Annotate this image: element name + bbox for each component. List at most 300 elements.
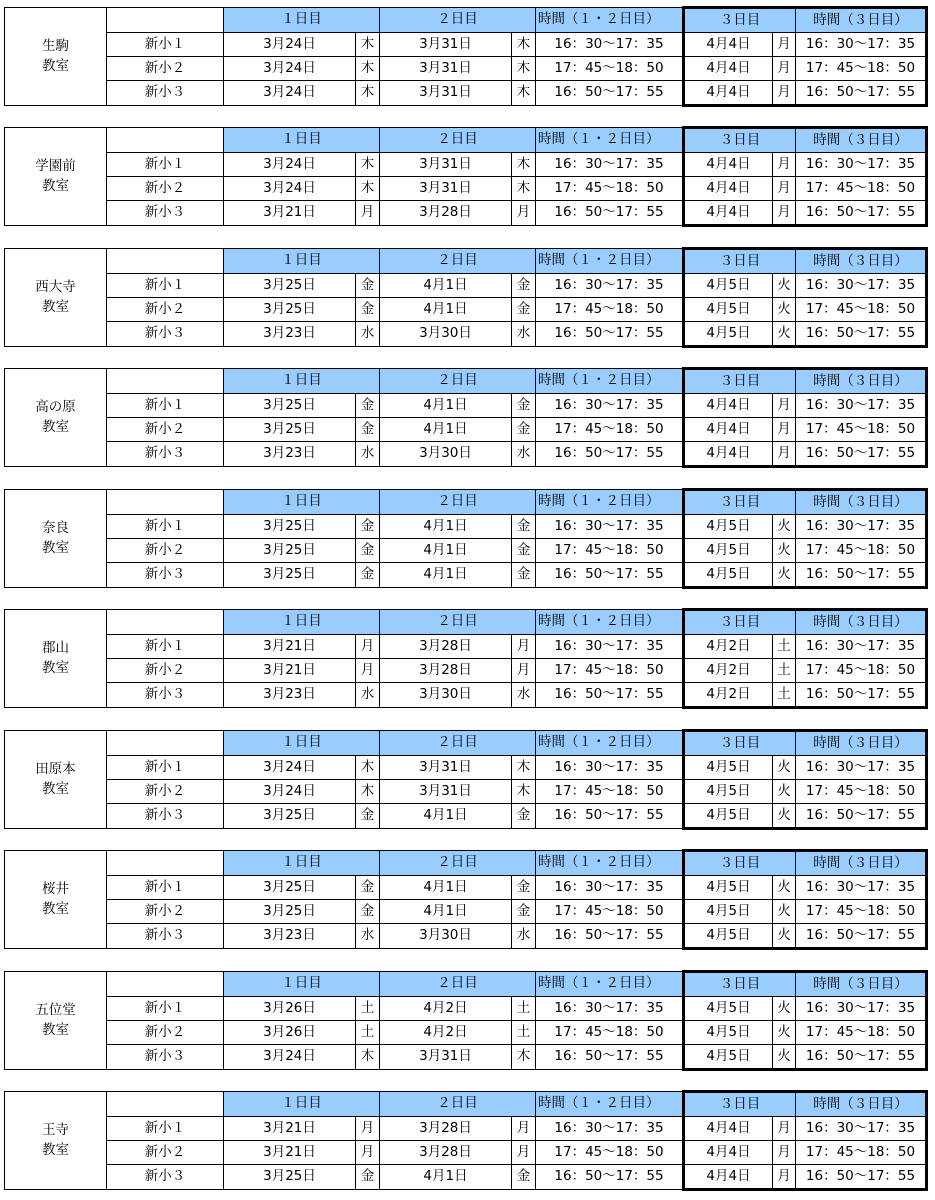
time12-cell: 16：30〜17：35 (536, 515, 684, 539)
time12-cell: 17：45〜18：50 (536, 177, 684, 201)
day2-date-cell: 3月31日 (380, 780, 512, 804)
day3-weekday-cell: 月 (773, 1117, 796, 1141)
classroom-name: 奈良 教室 (5, 490, 107, 588)
day1-date-cell: 3月25日 (224, 1165, 356, 1190)
day1-header: １日目 (224, 731, 380, 756)
day1-weekday-cell: 月 (356, 201, 380, 226)
day1-date-cell: 3月25日 (224, 563, 356, 588)
day3-date-cell: 4月5日 (684, 515, 773, 539)
day3-weekday-cell: 火 (773, 1045, 796, 1070)
day3-date-cell: 4月5日 (684, 563, 773, 588)
day3-weekday-cell: 火 (773, 1021, 796, 1045)
day3-date-cell: 4月5日 (684, 997, 773, 1021)
table-row (5, 515, 927, 539)
time12-cell: 17：45〜18：50 (536, 900, 684, 924)
day2-weekday-cell: 木 (512, 780, 536, 804)
table-row (5, 442, 927, 467)
day2-weekday-cell: 金 (512, 298, 536, 322)
time3-header: 時間（３日目） (796, 249, 927, 274)
day1-date-cell: 3月21日 (224, 1141, 356, 1165)
day1-weekday-cell: 木 (356, 1045, 380, 1070)
day2-weekday-cell: 木 (512, 153, 536, 177)
day1-weekday-cell: 金 (356, 298, 380, 322)
day1-weekday-cell: 水 (356, 322, 380, 347)
day1-weekday-cell: 金 (356, 418, 380, 442)
day3-weekday-cell: 月 (773, 153, 796, 177)
day1-date-cell: 3月21日 (224, 1117, 356, 1141)
table-row (5, 177, 927, 201)
table-row (5, 756, 927, 780)
day1-header: １日目 (224, 851, 380, 876)
day1-date-cell: 3月26日 (224, 1021, 356, 1045)
grade-cell: 新小２ (107, 57, 224, 81)
day2-date-cell: 3月31日 (380, 177, 512, 201)
time3-cell: 16：30〜17：35 (796, 1117, 927, 1141)
day3-weekday-cell: 月 (773, 442, 796, 467)
day3-header: ３日目 (684, 128, 796, 153)
day2-weekday-cell: 水 (512, 924, 536, 949)
grade-cell: 新小２ (107, 900, 224, 924)
time12-header: 時間（１・２日目） (536, 610, 684, 635)
grade-cell: 新小１ (107, 33, 224, 57)
day2-weekday-cell: 金 (512, 1165, 536, 1190)
day1-date-cell: 3月24日 (224, 81, 356, 106)
day3-date-cell: 4月4日 (684, 1165, 773, 1190)
day1-weekday-cell: 水 (356, 442, 380, 467)
day3-weekday-cell: 月 (773, 33, 796, 57)
day3-date-cell: 4月5日 (684, 756, 773, 780)
time12-header: 時間（１・２日目） (536, 972, 684, 997)
day3-date-cell: 4月5日 (684, 1045, 773, 1070)
table-row (5, 322, 927, 347)
day2-date-cell: 4月1日 (380, 298, 512, 322)
day1-weekday-cell: 月 (356, 1141, 380, 1165)
table-row (5, 57, 927, 81)
day1-date-cell: 3月25日 (224, 298, 356, 322)
day1-date-cell: 3月25日 (224, 900, 356, 924)
time3-cell: 16：30〜17：35 (796, 997, 927, 1021)
day3-date-cell: 4月4日 (684, 57, 773, 81)
day2-weekday-cell: 水 (512, 322, 536, 347)
grade-cell: 新小２ (107, 1021, 224, 1045)
grade-cell: 新小３ (107, 924, 224, 949)
time12-cell: 16：50〜17：55 (536, 683, 684, 708)
grade-header-blank (107, 972, 224, 997)
classroom-schedule-table (4, 488, 928, 589)
day1-weekday-cell: 金 (356, 394, 380, 418)
table-row (5, 81, 927, 106)
day2-weekday-cell: 土 (512, 997, 536, 1021)
classroom-schedule-table (4, 367, 928, 468)
day1-date-cell: 3月21日 (224, 201, 356, 226)
time3-cell: 16：50〜17：55 (796, 804, 927, 829)
table-row (5, 1141, 927, 1165)
day3-weekday-cell: 月 (773, 57, 796, 81)
time3-cell: 16：50〜17：55 (796, 1045, 927, 1070)
day2-header: ２日目 (380, 731, 536, 756)
day3-date-cell: 4月5日 (684, 298, 773, 322)
day1-weekday-cell: 木 (356, 81, 380, 106)
day2-weekday-cell: 金 (512, 515, 536, 539)
day2-weekday-cell: 木 (512, 81, 536, 106)
day3-header: ３日目 (684, 851, 796, 876)
time3-cell: 16：30〜17：35 (796, 515, 927, 539)
day2-header: ２日目 (380, 851, 536, 876)
classroom-name: 生駒 教室 (5, 8, 107, 106)
grade-cell: 新小２ (107, 298, 224, 322)
day2-date-cell: 3月28日 (380, 635, 512, 659)
time3-header: 時間（３日目） (796, 972, 927, 997)
time12-cell: 16：30〜17：35 (536, 153, 684, 177)
time3-cell: 17：45〜18：50 (796, 659, 927, 683)
time12-cell: 16：50〜17：55 (536, 442, 684, 467)
classroom-name: 高の原 教室 (5, 369, 107, 467)
classroom-schedule-table (4, 970, 928, 1071)
time3-cell: 17：45〜18：50 (796, 1141, 927, 1165)
time3-cell: 16：50〜17：55 (796, 924, 927, 949)
table-row (5, 683, 927, 708)
header-row (5, 249, 927, 274)
day1-header: １日目 (224, 610, 380, 635)
time12-cell: 16：50〜17：55 (536, 201, 684, 226)
day2-header: ２日目 (380, 490, 536, 515)
day3-weekday-cell: 土 (773, 635, 796, 659)
day1-header: １日目 (224, 369, 380, 394)
day1-weekday-cell: 木 (356, 153, 380, 177)
day3-weekday-cell: 土 (773, 659, 796, 683)
day2-date-cell: 3月30日 (380, 442, 512, 467)
day2-date-cell: 3月30日 (380, 322, 512, 347)
day2-date-cell: 4月1日 (380, 539, 512, 563)
classroom-name: 五位堂 教室 (5, 972, 107, 1070)
grade-cell: 新小３ (107, 563, 224, 588)
table-row (5, 1165, 927, 1190)
day1-weekday-cell: 月 (356, 1117, 380, 1141)
day1-date-cell: 3月24日 (224, 153, 356, 177)
day2-date-cell: 4月1日 (380, 563, 512, 588)
grade-header-blank (107, 8, 224, 33)
time12-cell: 16：50〜17：55 (536, 1165, 684, 1190)
grade-cell: 新小２ (107, 418, 224, 442)
day1-weekday-cell: 土 (356, 1021, 380, 1045)
day3-date-cell: 4月5日 (684, 539, 773, 563)
time3-cell: 16：30〜17：35 (796, 153, 927, 177)
time12-cell: 16：50〜17：55 (536, 804, 684, 829)
day2-header: ２日目 (380, 249, 536, 274)
classroom-schedule-table (4, 608, 928, 709)
time3-cell: 16：30〜17：35 (796, 756, 927, 780)
day2-weekday-cell: 金 (512, 900, 536, 924)
classroom-name: 田原本 教室 (5, 731, 107, 829)
day2-date-cell: 4月1日 (380, 394, 512, 418)
day3-weekday-cell: 月 (773, 394, 796, 418)
table-row (5, 394, 927, 418)
day3-weekday-cell: 火 (773, 924, 796, 949)
day2-weekday-cell: 木 (512, 33, 536, 57)
table-row (5, 1117, 927, 1141)
grade-cell: 新小１ (107, 997, 224, 1021)
grade-cell: 新小２ (107, 177, 224, 201)
day3-header: ３日目 (684, 1092, 796, 1117)
time12-cell: 17：45〜18：50 (536, 659, 684, 683)
day2-date-cell: 3月31日 (380, 57, 512, 81)
header-row (5, 1092, 927, 1117)
grade-cell: 新小３ (107, 1045, 224, 1070)
header-row (5, 851, 927, 876)
day2-weekday-cell: 金 (512, 394, 536, 418)
table-row (5, 780, 927, 804)
day1-header: １日目 (224, 490, 380, 515)
day1-date-cell: 3月24日 (224, 756, 356, 780)
day1-header: １日目 (224, 128, 380, 153)
day3-date-cell: 4月5日 (684, 900, 773, 924)
table-row (5, 201, 927, 226)
day3-date-cell: 4月5日 (684, 780, 773, 804)
time12-cell: 16：50〜17：55 (536, 322, 684, 347)
day2-weekday-cell: 金 (512, 539, 536, 563)
header-row (5, 490, 927, 515)
time12-cell: 16：50〜17：55 (536, 1045, 684, 1070)
time12-cell: 17：45〜18：50 (536, 1141, 684, 1165)
time12-cell: 17：45〜18：50 (536, 1021, 684, 1045)
day3-date-cell: 4月5日 (684, 804, 773, 829)
day2-header: ２日目 (380, 1092, 536, 1117)
table-row (5, 997, 927, 1021)
classroom-name: 王寺 教室 (5, 1092, 107, 1190)
day2-date-cell: 4月1日 (380, 804, 512, 829)
day2-header: ２日目 (380, 8, 536, 33)
time3-header: 時間（３日目） (796, 369, 927, 394)
day1-weekday-cell: 月 (356, 659, 380, 683)
day2-weekday-cell: 木 (512, 177, 536, 201)
day1-weekday-cell: 金 (356, 1165, 380, 1190)
grade-cell: 新小２ (107, 659, 224, 683)
time12-header: 時間（１・２日目） (536, 851, 684, 876)
day2-weekday-cell: 金 (512, 876, 536, 900)
day1-weekday-cell: 木 (356, 177, 380, 201)
grade-cell: 新小１ (107, 876, 224, 900)
day3-weekday-cell: 火 (773, 539, 796, 563)
day1-weekday-cell: 金 (356, 900, 380, 924)
time3-cell: 16：50〜17：55 (796, 201, 927, 226)
classroom-schedule-table (4, 1090, 928, 1191)
day1-date-cell: 3月25日 (224, 804, 356, 829)
table-row (5, 1045, 927, 1070)
day2-date-cell: 3月31日 (380, 1045, 512, 1070)
day2-date-cell: 4月1日 (380, 1165, 512, 1190)
day1-date-cell: 3月25日 (224, 539, 356, 563)
classroom-schedule-table (4, 849, 928, 950)
time3-cell: 16：30〜17：35 (796, 33, 927, 57)
grade-header-blank (107, 610, 224, 635)
grade-header-blank (107, 1092, 224, 1117)
day2-weekday-cell: 土 (512, 1021, 536, 1045)
time3-header: 時間（３日目） (796, 1092, 927, 1117)
table-row (5, 659, 927, 683)
time12-cell: 16：50〜17：55 (536, 81, 684, 106)
time3-cell: 16：50〜17：55 (796, 442, 927, 467)
day2-weekday-cell: 金 (512, 804, 536, 829)
time12-cell: 16：30〜17：35 (536, 997, 684, 1021)
time12-cell: 16：30〜17：35 (536, 756, 684, 780)
day2-date-cell: 4月2日 (380, 997, 512, 1021)
grade-header-blank (107, 369, 224, 394)
day2-date-cell: 3月28日 (380, 201, 512, 226)
time12-cell: 16：30〜17：35 (536, 635, 684, 659)
day1-date-cell: 3月24日 (224, 33, 356, 57)
day2-weekday-cell: 木 (512, 1045, 536, 1070)
grade-header-blank (107, 731, 224, 756)
time3-header: 時間（３日目） (796, 851, 927, 876)
time3-cell: 17：45〜18：50 (796, 177, 927, 201)
time3-cell: 16：30〜17：35 (796, 394, 927, 418)
day3-weekday-cell: 火 (773, 298, 796, 322)
day3-weekday-cell: 月 (773, 201, 796, 226)
time12-cell: 16：30〜17：35 (536, 33, 684, 57)
day2-date-cell: 4月1日 (380, 418, 512, 442)
time3-cell: 17：45〜18：50 (796, 418, 927, 442)
day1-weekday-cell: 金 (356, 563, 380, 588)
day2-date-cell: 3月31日 (380, 33, 512, 57)
day1-date-cell: 3月21日 (224, 635, 356, 659)
day3-date-cell: 4月5日 (684, 924, 773, 949)
table-row (5, 563, 927, 588)
day1-weekday-cell: 金 (356, 876, 380, 900)
day1-weekday-cell: 水 (356, 683, 380, 708)
day3-date-cell: 4月5日 (684, 274, 773, 298)
day3-weekday-cell: 土 (773, 683, 796, 708)
time3-header: 時間（３日目） (796, 8, 927, 33)
day1-weekday-cell: 木 (356, 57, 380, 81)
classroom-schedule-table (4, 126, 928, 227)
grade-cell: 新小３ (107, 804, 224, 829)
day1-date-cell: 3月23日 (224, 683, 356, 708)
day3-weekday-cell: 火 (773, 563, 796, 588)
table-row (5, 635, 927, 659)
time12-header: 時間（１・２日目） (536, 731, 684, 756)
table-row (5, 876, 927, 900)
time12-cell: 17：45〜18：50 (536, 539, 684, 563)
grade-cell: 新小３ (107, 442, 224, 467)
day3-date-cell: 4月5日 (684, 1021, 773, 1045)
day2-weekday-cell: 月 (512, 635, 536, 659)
time3-cell: 17：45〜18：50 (796, 1021, 927, 1045)
header-row (5, 731, 927, 756)
time12-header: 時間（１・２日目） (536, 8, 684, 33)
grade-cell: 新小１ (107, 515, 224, 539)
day1-date-cell: 3月21日 (224, 659, 356, 683)
grade-cell: 新小２ (107, 1141, 224, 1165)
time3-cell: 17：45〜18：50 (796, 57, 927, 81)
time3-cell: 16：50〜17：55 (796, 563, 927, 588)
day3-header: ３日目 (684, 8, 796, 33)
day2-date-cell: 3月31日 (380, 153, 512, 177)
grade-header-blank (107, 128, 224, 153)
day1-date-cell: 3月23日 (224, 442, 356, 467)
time3-header: 時間（３日目） (796, 490, 927, 515)
day3-date-cell: 4月2日 (684, 659, 773, 683)
day3-header: ３日目 (684, 369, 796, 394)
table-row (5, 298, 927, 322)
day1-header: １日目 (224, 1092, 380, 1117)
day3-weekday-cell: 火 (773, 274, 796, 298)
day1-date-cell: 3月25日 (224, 394, 356, 418)
day3-weekday-cell: 火 (773, 876, 796, 900)
time12-cell: 16：30〜17：35 (536, 876, 684, 900)
time3-header: 時間（３日目） (796, 610, 927, 635)
time3-cell: 16：50〜17：55 (796, 81, 927, 106)
grade-cell: 新小２ (107, 780, 224, 804)
grade-cell: 新小３ (107, 201, 224, 226)
day3-header: ３日目 (684, 731, 796, 756)
day1-weekday-cell: 金 (356, 539, 380, 563)
table-row (5, 153, 927, 177)
day3-header: ３日目 (684, 249, 796, 274)
table-row (5, 1021, 927, 1045)
time3-cell: 16：50〜17：55 (796, 683, 927, 708)
header-row (5, 610, 927, 635)
grade-cell: 新小１ (107, 153, 224, 177)
time12-cell: 17：45〜18：50 (536, 780, 684, 804)
day3-weekday-cell: 火 (773, 804, 796, 829)
day3-weekday-cell: 月 (773, 1141, 796, 1165)
day1-weekday-cell: 木 (356, 756, 380, 780)
day3-header: ３日目 (684, 972, 796, 997)
classroom-name: 桜井 教室 (5, 851, 107, 949)
time3-cell: 17：45〜18：50 (796, 780, 927, 804)
day2-date-cell: 3月30日 (380, 683, 512, 708)
day2-date-cell: 4月1日 (380, 274, 512, 298)
classroom-name: 郡山 教室 (5, 610, 107, 708)
time12-cell: 16：50〜17：55 (536, 563, 684, 588)
day1-weekday-cell: 土 (356, 997, 380, 1021)
day1-weekday-cell: 月 (356, 635, 380, 659)
day2-weekday-cell: 月 (512, 659, 536, 683)
grade-header-blank (107, 249, 224, 274)
grade-cell: 新小３ (107, 1165, 224, 1190)
day3-weekday-cell: 火 (773, 322, 796, 347)
time3-cell: 16：30〜17：35 (796, 274, 927, 298)
day3-date-cell: 4月4日 (684, 33, 773, 57)
day1-header: １日目 (224, 972, 380, 997)
grade-cell: 新小１ (107, 635, 224, 659)
classroom-schedule-table (4, 6, 928, 107)
day1-date-cell: 3月23日 (224, 924, 356, 949)
day2-date-cell: 4月1日 (380, 515, 512, 539)
day1-date-cell: 3月26日 (224, 997, 356, 1021)
day1-weekday-cell: 水 (356, 924, 380, 949)
time12-header: 時間（１・２日目） (536, 369, 684, 394)
table-row (5, 900, 927, 924)
grade-cell: 新小３ (107, 683, 224, 708)
day1-date-cell: 3月25日 (224, 418, 356, 442)
time12-cell: 16：50〜17：55 (536, 924, 684, 949)
grade-cell: 新小３ (107, 322, 224, 347)
day1-weekday-cell: 金 (356, 804, 380, 829)
time3-header: 時間（３日目） (796, 731, 927, 756)
header-row (5, 128, 927, 153)
day2-weekday-cell: 月 (512, 1141, 536, 1165)
time3-cell: 17：45〜18：50 (796, 900, 927, 924)
day3-date-cell: 4月4日 (684, 1117, 773, 1141)
grade-header-blank (107, 490, 224, 515)
day2-date-cell: 4月1日 (380, 876, 512, 900)
time12-cell: 17：45〜18：50 (536, 418, 684, 442)
day2-weekday-cell: 金 (512, 418, 536, 442)
time12-header: 時間（１・２日目） (536, 490, 684, 515)
day2-header: ２日目 (380, 369, 536, 394)
day1-weekday-cell: 木 (356, 780, 380, 804)
